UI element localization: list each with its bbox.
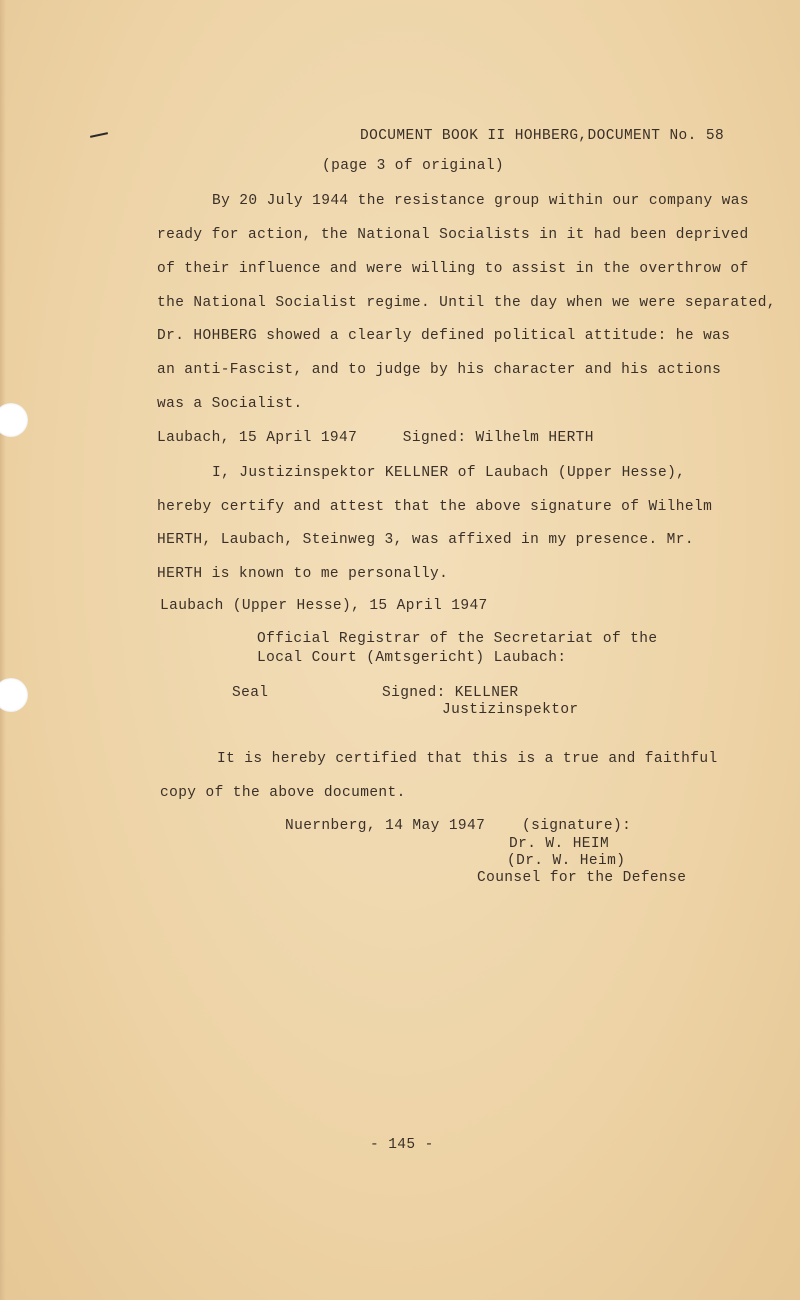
- herth-signature-line: Laubach, 15 April 1947 Signed: Wilhelm HERTH: [157, 430, 594, 446]
- true-copy-line: copy of the above document.: [160, 785, 406, 801]
- punch-hole: [0, 403, 28, 437]
- kellner-title: Justizinspektor: [442, 702, 579, 718]
- heim-name: Dr. W. HEIM: [509, 836, 610, 852]
- registrar-line: Local Court (Amtsgericht) Laubach:: [257, 650, 567, 666]
- paragraph-line: an anti-Fascist, and to judge by his character and his actions: [157, 362, 722, 378]
- true-copy-line: It is hereby certified that this is a true and faithful: [217, 751, 718, 767]
- heim-title: Counsel for the Defense: [477, 870, 687, 886]
- paragraph-line: the National Socialist regime. Until the day when we were separated,: [157, 295, 776, 311]
- punch-hole: [0, 678, 28, 712]
- pen-mark: [90, 132, 108, 138]
- heim-name-parenthetical: (Dr. W. Heim): [507, 853, 626, 869]
- paragraph-line: ready for action, the National Socialists in it had been deprived: [157, 227, 749, 243]
- nuernberg-date: Nuernberg, 14 May 1947: [285, 818, 486, 834]
- paper-edge: [0, 0, 6, 1300]
- document-reference: DOCUMENT BOOK II HOHBERG,DOCUMENT No. 58: [360, 128, 725, 144]
- registrar-line: Official Registrar of the Secretariat of the: [257, 631, 658, 647]
- paragraph-line: of their influence and were willing to assist in the overthrow of: [157, 261, 749, 277]
- paragraph-line: By 20 July 1944 the resistance group within our company was: [212, 193, 749, 209]
- certification-line: I, Justizinspektor KELLNER of Laubach (Upper Hesse),: [212, 465, 686, 481]
- paragraph-line: Dr. HOHBERG showed a clearly defined political attitude: he was: [157, 328, 731, 344]
- seal-label: Seal: [232, 685, 269, 701]
- signature-label: (signature):: [522, 818, 632, 834]
- place-date: Laubach (Upper Hesse), 15 April 1947: [160, 598, 488, 614]
- page-number: - 145 -: [370, 1137, 434, 1153]
- paragraph-line: was a Socialist.: [157, 396, 303, 412]
- page-note: (page 3 of original): [322, 158, 505, 174]
- certification-line: hereby certify and attest that the above signature of Wilhelm: [157, 499, 713, 515]
- certification-line: HERTH, Laubach, Steinweg 3, was affixed in my presence. Mr.: [157, 532, 694, 548]
- kellner-signature: Signed: KELLNER: [382, 685, 519, 701]
- certification-line: HERTH is known to me personally.: [157, 566, 449, 582]
